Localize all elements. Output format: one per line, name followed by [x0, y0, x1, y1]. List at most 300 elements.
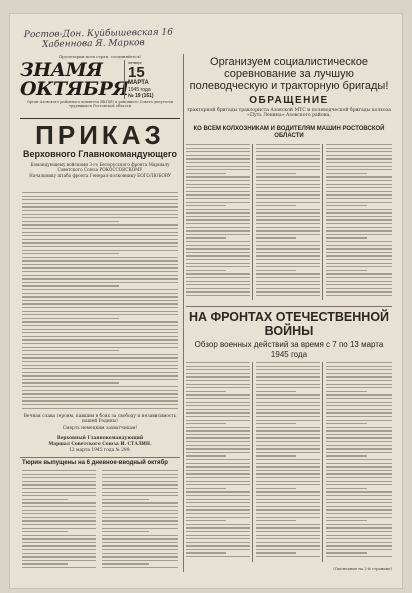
- text-line: [326, 259, 392, 260]
- text-line: [326, 255, 392, 256]
- text-line: [22, 329, 178, 330]
- appeal-text-col-3: [326, 144, 392, 300]
- text-line: [186, 441, 250, 442]
- text-line: [256, 209, 320, 210]
- appeal-header: [186, 56, 392, 119]
- text-line: [256, 295, 320, 296]
- column-rule: [252, 144, 253, 300]
- text-line: [326, 545, 392, 546]
- text-line: [102, 477, 178, 478]
- text-line: [326, 384, 392, 385]
- text-line: [22, 375, 178, 376]
- text-line: [102, 520, 178, 521]
- text-line: [256, 434, 320, 435]
- text-line: [186, 263, 250, 264]
- text-line: [186, 459, 250, 460]
- text-line: [22, 206, 178, 207]
- text-line: [186, 252, 250, 253]
- text-line: [186, 412, 250, 413]
- text-line: [256, 291, 320, 292]
- text-line: [326, 212, 392, 213]
- text-line: [326, 448, 392, 449]
- text-line: [326, 373, 392, 374]
- text-line: [256, 538, 320, 539]
- column-rule: [322, 362, 323, 562]
- text-line: [326, 291, 392, 292]
- text-line: [102, 560, 178, 561]
- text-line: [186, 520, 226, 521]
- text-line: [22, 499, 68, 500]
- text-line: [22, 481, 96, 482]
- text-line: [256, 144, 320, 145]
- text-line: [22, 242, 178, 243]
- text-line: [22, 510, 96, 511]
- text-line: [326, 158, 392, 159]
- text-line: [326, 273, 392, 274]
- issue-day: 15: [128, 64, 145, 81]
- war-review-col-3: [326, 362, 392, 562]
- war-review-col-1: [186, 362, 250, 562]
- text-line: [256, 499, 320, 500]
- text-line: [102, 542, 178, 543]
- column-rule: [322, 144, 323, 300]
- text-line: [256, 502, 320, 503]
- text-line: [186, 527, 250, 528]
- front-headline: НА ФРОНТАХ ОТЕЧЕСТВЕННОЙ ВОЙНЫ: [188, 310, 390, 338]
- text-line: [102, 474, 178, 475]
- text-line: [186, 387, 250, 388]
- text-line: [326, 266, 392, 267]
- text-line: [102, 563, 149, 564]
- text-line: [256, 513, 320, 514]
- text-line: [22, 300, 178, 301]
- text-line: [22, 257, 178, 258]
- text-line: [186, 223, 250, 224]
- text-line: [256, 158, 320, 159]
- text-line: [22, 239, 178, 240]
- text-line: [256, 180, 320, 181]
- text-line: [256, 205, 296, 206]
- text-line: [186, 499, 250, 500]
- text-line: [186, 362, 250, 363]
- text-line: [326, 416, 392, 417]
- handwritten-line-2: Хабеннова Я. Марков: [41, 38, 145, 50]
- text-line: [326, 481, 392, 482]
- text-line: [256, 216, 320, 217]
- text-line: [22, 560, 96, 561]
- issue-box: [124, 60, 178, 99]
- text-line: [256, 545, 320, 546]
- text-line: [22, 235, 178, 236]
- front-subheadline: Обзор военных действий за время с 7 по 13 марта 1945 года: [194, 340, 384, 359]
- text-line: [256, 535, 320, 536]
- text-line: [326, 237, 367, 238]
- text-line: [186, 148, 250, 149]
- text-line: [22, 260, 178, 261]
- text-line: [186, 394, 250, 395]
- competition-slogan: Организуем социалистическое соревнование за лучшую полеводческую и тракторную бригады!: [189, 56, 389, 92]
- text-line: [186, 187, 250, 188]
- text-line: [22, 339, 178, 340]
- text-line: [326, 219, 392, 220]
- text-line: [256, 549, 320, 550]
- text-line: [256, 227, 320, 228]
- text-line: [326, 198, 392, 199]
- text-line: [326, 470, 392, 471]
- text-line: [326, 151, 392, 152]
- text-line: [326, 394, 392, 395]
- text-line: [22, 332, 178, 333]
- text-line: [22, 318, 119, 319]
- text-line: [186, 473, 250, 474]
- text-line: [186, 162, 250, 163]
- text-line: [102, 528, 178, 529]
- bottom-left-headline: Тюрин выпущены на 6 дневное-вводный октябр: [22, 460, 168, 466]
- text-line: [256, 409, 320, 410]
- text-line: [256, 219, 320, 220]
- text-line: [22, 513, 96, 514]
- text-line: [256, 194, 320, 195]
- text-line: [326, 270, 367, 271]
- text-line: [256, 266, 320, 267]
- text-line: [256, 380, 320, 381]
- text-line: [186, 241, 250, 242]
- text-line: [326, 369, 392, 370]
- text-line: [256, 234, 320, 235]
- text-line: [326, 445, 392, 446]
- text-line: [256, 212, 320, 213]
- text-line: [256, 384, 320, 385]
- text-line: [326, 187, 392, 188]
- order-date: 12 марта 1945 года № 299.: [69, 448, 131, 453]
- text-line: [186, 205, 226, 206]
- text-line: [326, 391, 367, 392]
- text-line: [186, 158, 250, 159]
- text-line: [102, 517, 178, 518]
- text-line: [326, 466, 392, 467]
- text-line: [256, 230, 320, 231]
- text-line: [22, 397, 178, 398]
- text-line: [186, 549, 250, 550]
- text-line: [256, 169, 320, 170]
- text-line: [186, 430, 250, 431]
- text-line: [326, 387, 392, 388]
- text-line: [186, 556, 250, 557]
- text-line: [186, 509, 250, 510]
- text-line: [326, 227, 392, 228]
- text-line: [326, 491, 392, 492]
- text-line: [22, 553, 96, 554]
- text-line: [256, 420, 320, 421]
- text-line: [326, 362, 392, 363]
- text-line: [22, 502, 96, 503]
- text-line: [326, 176, 392, 177]
- text-line: [186, 495, 250, 496]
- text-line: [22, 393, 178, 394]
- text-line: [326, 531, 392, 532]
- text-line: [256, 277, 320, 278]
- text-line: [256, 362, 320, 363]
- text-line: [186, 291, 250, 292]
- text-line: [186, 144, 250, 145]
- order-addressee-2: Начальнику штаба фронта Генерал-полковнику БОГОЛЮБОВУ: [29, 173, 171, 179]
- left-column-rule: [183, 54, 184, 572]
- text-line: [22, 314, 178, 315]
- text-line: [22, 350, 119, 351]
- text-line: [186, 180, 250, 181]
- text-line: [186, 484, 250, 485]
- text-line: [326, 552, 367, 553]
- text-line: [186, 437, 250, 438]
- text-line: [22, 228, 178, 229]
- text-line: [186, 198, 250, 199]
- text-line: [22, 303, 178, 304]
- text-line: [256, 398, 320, 399]
- text-line: [22, 542, 96, 543]
- text-line: [102, 495, 178, 496]
- masthead-slogan: Пролетарии всех стран, соединяйтесь!: [58, 54, 142, 59]
- text-line: [22, 199, 178, 200]
- text-line: [186, 212, 250, 213]
- text-line: [256, 288, 320, 289]
- text-line: [102, 499, 149, 500]
- text-line: [186, 166, 250, 167]
- text-line: [22, 531, 68, 532]
- text-line: [256, 394, 320, 395]
- text-line: [22, 488, 96, 489]
- text-line: [256, 148, 320, 149]
- text-line: [22, 311, 178, 312]
- text-line: [326, 216, 392, 217]
- text-line: [326, 366, 392, 367]
- text-line: [22, 567, 96, 568]
- text-line: [22, 382, 119, 383]
- column-rule: [252, 362, 253, 562]
- text-line: [22, 321, 178, 322]
- text-line: [256, 477, 320, 478]
- text-line: [256, 284, 320, 285]
- text-line: [326, 412, 392, 413]
- text-line: [256, 531, 320, 532]
- text-line: [102, 567, 178, 568]
- text-line: [22, 192, 178, 193]
- text-line: [326, 248, 392, 249]
- text-line: [102, 524, 178, 525]
- text-line: [102, 506, 178, 507]
- handwritten-note: [24, 26, 274, 54]
- text-line: [256, 470, 320, 471]
- text-line: [186, 423, 226, 424]
- text-line: [186, 405, 250, 406]
- text-line: [22, 296, 178, 297]
- text-line: [326, 148, 392, 149]
- text-line: [102, 470, 178, 471]
- text-line: [186, 384, 250, 385]
- text-line: [22, 372, 178, 373]
- text-line: [326, 459, 392, 460]
- text-line: [326, 524, 392, 525]
- text-line: [326, 434, 392, 435]
- text-line: [102, 538, 178, 539]
- text-line: [256, 405, 320, 406]
- section-rule: [20, 457, 180, 458]
- text-line: [186, 506, 250, 507]
- bottom-left-text-col-1: [22, 470, 96, 572]
- text-line: [326, 281, 392, 282]
- text-line: [186, 434, 250, 435]
- text-line: [22, 538, 96, 539]
- text-line: [186, 273, 250, 274]
- text-line: [186, 151, 250, 152]
- text-line: [22, 210, 178, 211]
- text-line: [256, 376, 320, 377]
- text-line: [22, 535, 96, 536]
- text-line: [326, 194, 392, 195]
- text-line: [326, 180, 392, 181]
- text-line: [22, 246, 178, 247]
- text-line: [256, 542, 320, 543]
- text-line: [186, 470, 250, 471]
- text-line: [186, 194, 250, 195]
- text-line: [326, 234, 392, 235]
- order-title: ПРИКАЗ: [35, 120, 165, 150]
- text-line: [186, 448, 250, 449]
- text-line: [186, 284, 250, 285]
- appeal-text-col-1: [186, 144, 250, 300]
- text-line: [326, 502, 392, 503]
- text-line: [186, 155, 250, 156]
- text-line: [186, 202, 250, 203]
- text-line: [186, 420, 250, 421]
- order-addressee: Командующему войсками 3-го Белорусского фронта Маршалу Советского Союза РОКОССОВСКОМУ: [30, 162, 170, 173]
- masthead-rule: [20, 118, 180, 119]
- text-line: [102, 545, 178, 546]
- text-line: [326, 405, 392, 406]
- text-line: [256, 455, 296, 456]
- text-line: [22, 400, 178, 401]
- text-line: [186, 445, 250, 446]
- text-line: [22, 470, 96, 471]
- issue-year: 1945 года: [128, 87, 151, 93]
- text-line: [326, 542, 392, 543]
- text-line: [326, 441, 392, 442]
- text-line: [186, 535, 250, 536]
- issue-weekday: четверг: [128, 60, 142, 65]
- text-line: [102, 502, 178, 503]
- text-line: [186, 369, 250, 370]
- handwritten-line-1: Ростов-Дон. Куйбышевская 16: [23, 27, 174, 41]
- text-line: [186, 391, 226, 392]
- text-line: [326, 245, 392, 246]
- text-line: [326, 452, 392, 453]
- text-line: [22, 343, 178, 344]
- text-line: [22, 285, 119, 286]
- text-line: [186, 259, 250, 260]
- text-line: [326, 535, 392, 536]
- text-line: [256, 191, 320, 192]
- text-line: [256, 369, 320, 370]
- text-line: [256, 366, 320, 367]
- text-line: [22, 408, 178, 409]
- text-line: [326, 463, 392, 464]
- text-line: [256, 437, 320, 438]
- text-line: [326, 263, 392, 264]
- text-line: [22, 524, 96, 525]
- text-line: [326, 499, 392, 500]
- appeal-text-col-2: [256, 144, 320, 300]
- text-line: [186, 295, 250, 296]
- appeal-title: ОБРАЩЕНИЕ: [249, 95, 329, 106]
- text-line: [186, 277, 250, 278]
- text-line: [186, 173, 226, 174]
- text-line: [256, 187, 320, 188]
- text-line: [186, 524, 250, 525]
- text-line: [256, 151, 320, 152]
- text-line: [186, 209, 250, 210]
- text-line: [22, 528, 96, 529]
- text-line: [326, 166, 392, 167]
- text-line: [102, 553, 178, 554]
- text-line: [256, 402, 320, 403]
- war-review-col-2: [256, 362, 320, 562]
- text-line: [186, 463, 250, 464]
- text-line: [22, 354, 178, 355]
- text-line: [256, 245, 320, 246]
- text-line: [256, 198, 320, 199]
- text-line: [102, 535, 178, 536]
- text-line: [326, 538, 392, 539]
- text-line: [326, 380, 392, 381]
- text-line: [326, 517, 392, 518]
- text-line: [186, 513, 250, 514]
- text-line: [256, 248, 320, 249]
- text-line: [22, 224, 178, 225]
- text-line: [102, 481, 178, 482]
- text-line: [186, 230, 250, 231]
- text-line: [256, 495, 320, 496]
- text-line: [256, 452, 320, 453]
- text-line: [22, 365, 178, 366]
- bottom-left-text-col-2: [102, 470, 178, 572]
- text-line: [326, 473, 392, 474]
- newspaper-title: ЗНАМЯ ОКТЯБРЯ: [20, 58, 129, 100]
- text-line: [186, 416, 250, 417]
- text-line: [22, 203, 178, 204]
- text-line: [326, 455, 367, 456]
- text-line: [256, 255, 320, 256]
- text-line: [102, 556, 178, 557]
- appeal-addressee: КО ВСЕМ КОЛХОЗНИКАМ И ВОДИТЕЛЯМ МАШИН РОСТОВСКОЙ ОБЛАСТИ: [193, 126, 385, 139]
- text-line: [326, 209, 392, 210]
- text-line: [186, 427, 250, 428]
- text-line: [186, 542, 250, 543]
- text-line: [22, 474, 96, 475]
- text-line: [22, 196, 178, 197]
- text-line: [102, 549, 178, 550]
- text-line: [186, 545, 250, 546]
- text-line: [326, 506, 392, 507]
- text-line: [326, 277, 392, 278]
- text-line: [326, 556, 392, 557]
- text-line: [326, 252, 392, 253]
- text-line: [22, 379, 178, 380]
- text-line: [102, 513, 178, 514]
- text-line: [326, 184, 392, 185]
- text-line: [326, 484, 392, 485]
- text-line: [186, 216, 250, 217]
- text-line: [256, 162, 320, 163]
- text-line: [326, 549, 392, 550]
